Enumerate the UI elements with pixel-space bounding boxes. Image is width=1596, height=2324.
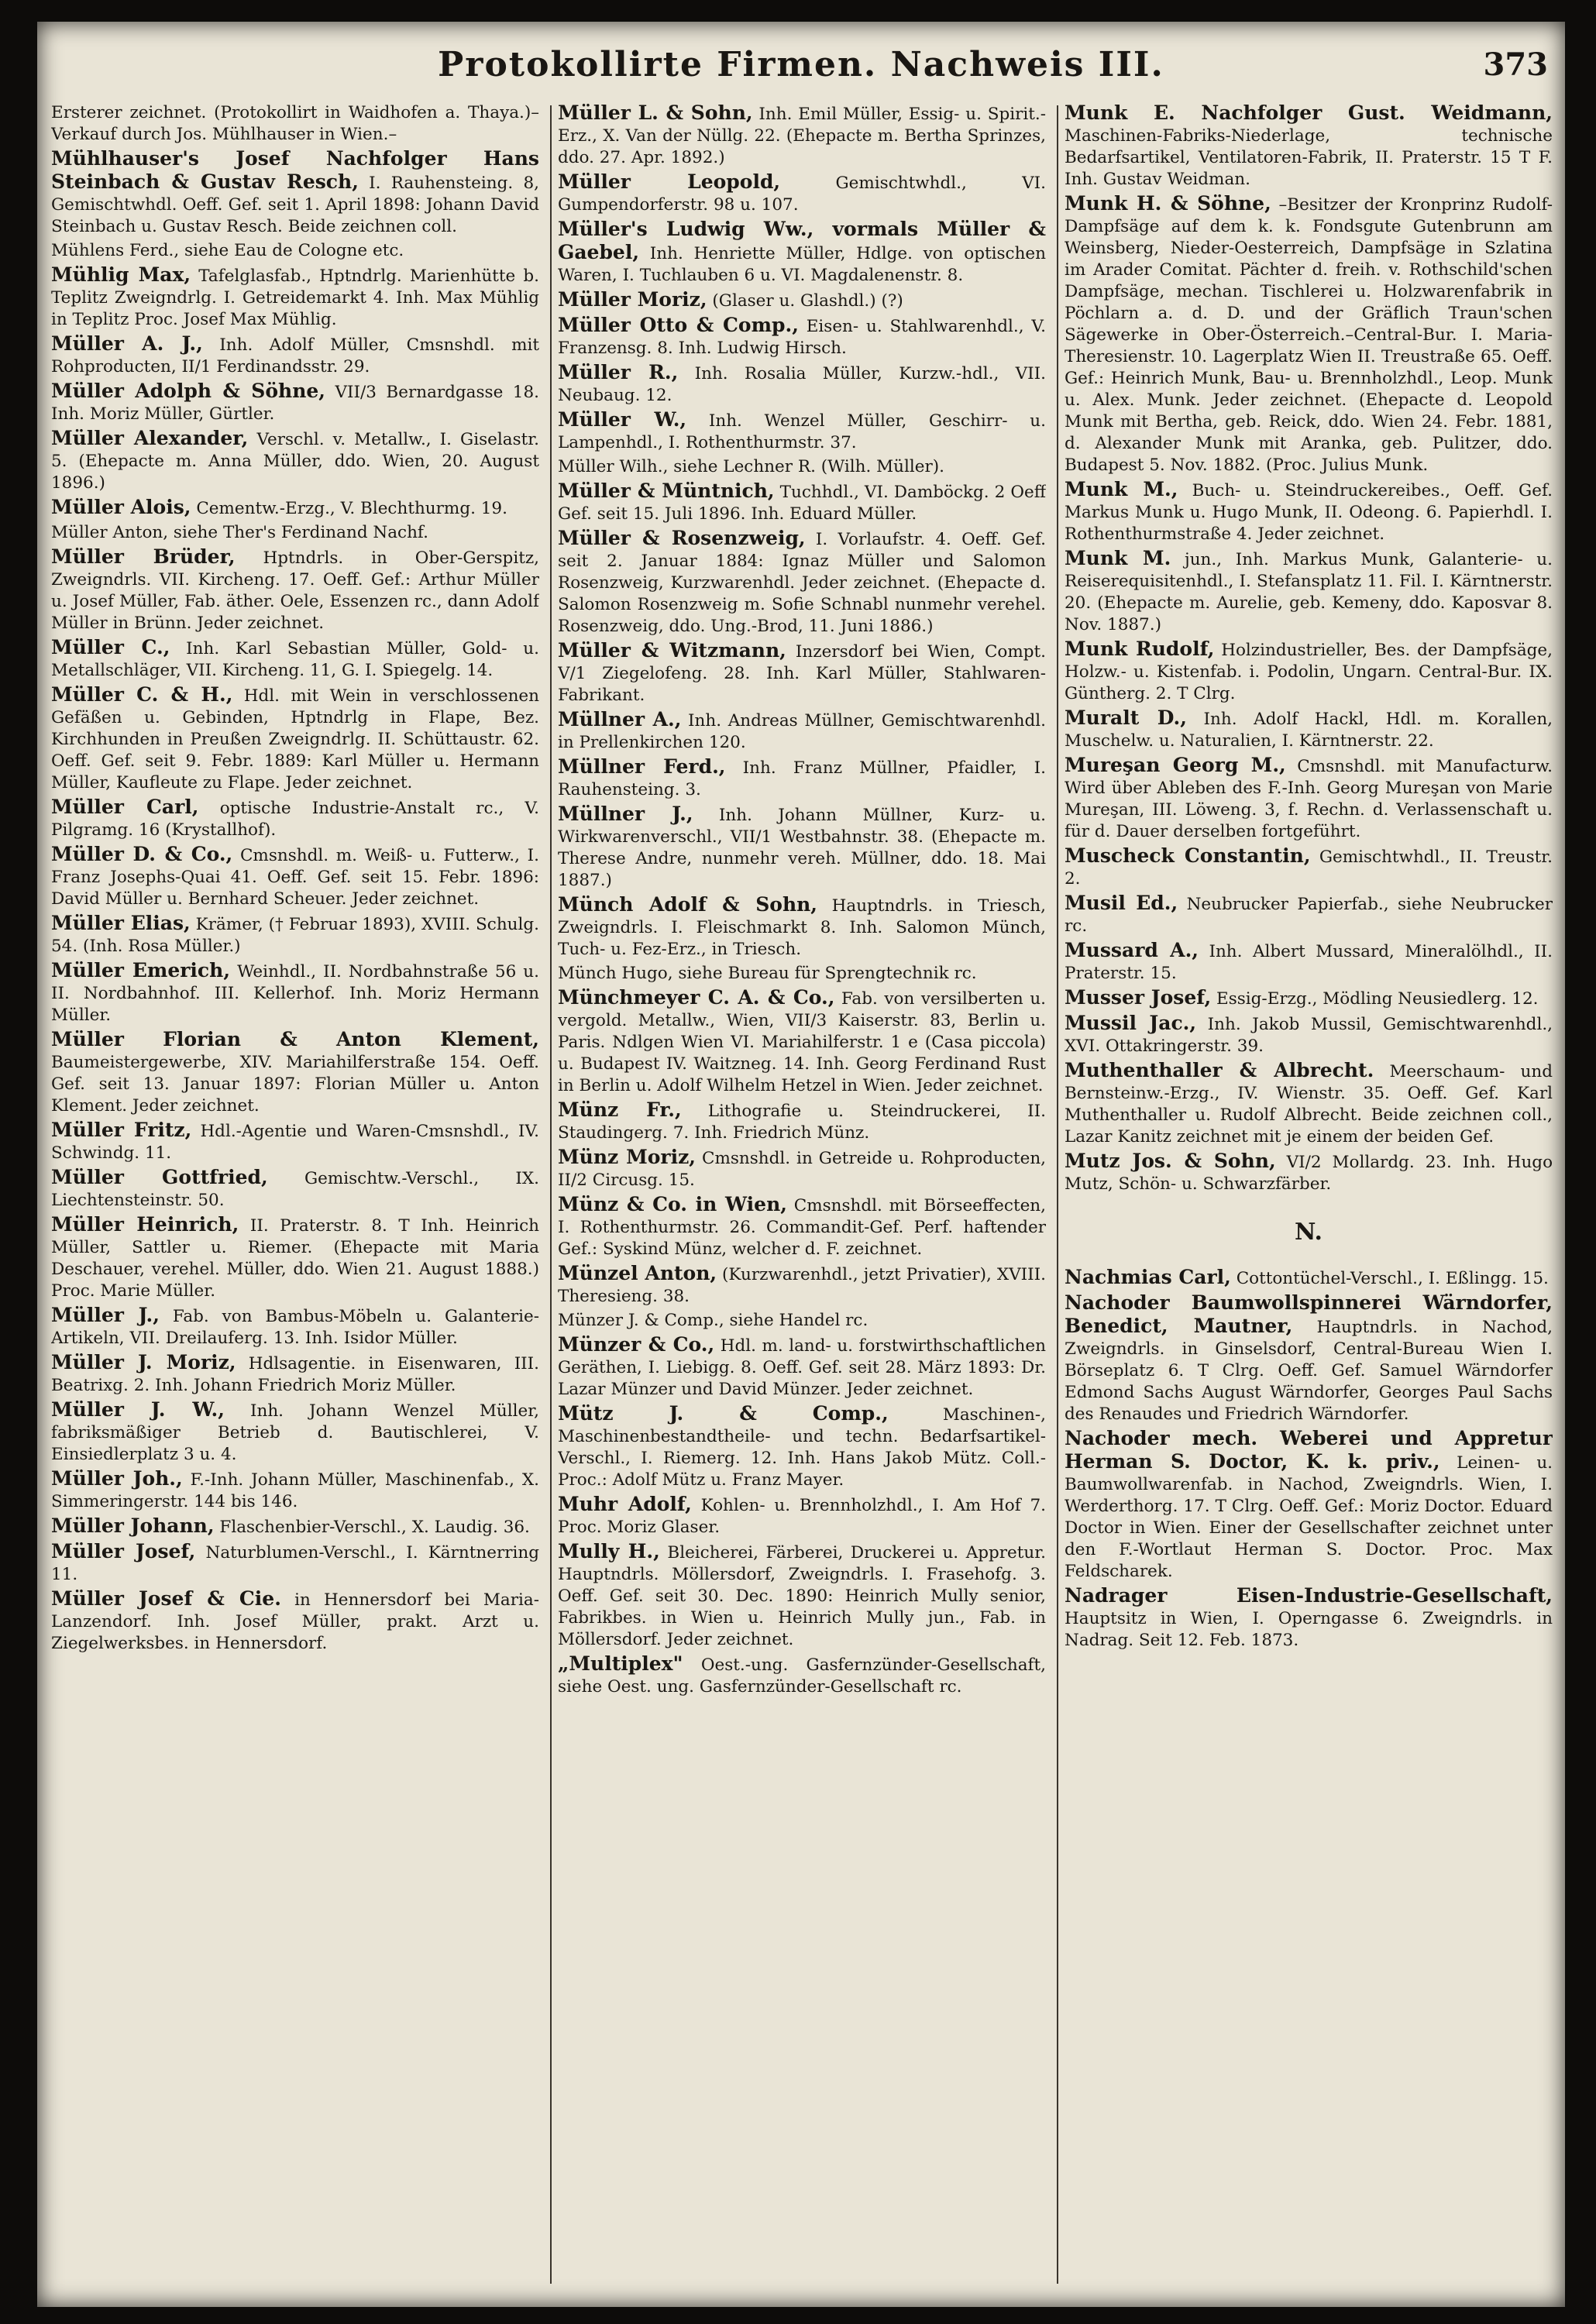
- entry-text: Inh. Henriette Müller, Hdlge. von optischen Waren, I. Tuchlauben 6 u. VI. Magdalenenstr. 8.: [558, 244, 1046, 285]
- firm-name: Müller Fritz,: [51, 1119, 192, 1141]
- firm-name: Mussil Jac.,: [1065, 1012, 1197, 1034]
- directory-entry: [558, 963, 1046, 985]
- entry-text: Inh. Jakob Mussil, Gemischtwarenhdl., XVI. Ottakringerstr. 39.: [1065, 1015, 1553, 1056]
- directory-entry: [558, 1653, 1046, 1698]
- directory-entry: [558, 480, 1046, 525]
- column-divider: [1057, 105, 1058, 2284]
- firm-name: „Multiplex": [558, 1652, 683, 1675]
- entry-text: Gemischtwhdl., VI. Gumpendorferstr. 98 u. 107.: [558, 174, 1046, 215]
- directory-entry: [558, 1541, 1046, 1651]
- directory-entry: [51, 264, 539, 331]
- column-2: [558, 102, 1046, 2291]
- firm-name: Münz Fr.,: [558, 1098, 682, 1121]
- firm-name: Muralt D.,: [1065, 706, 1187, 729]
- entry-text: Gemischtw.-Verschl., IX. Liechtensteinstr. 50.: [51, 1169, 539, 1210]
- directory-entry: [1065, 1060, 1553, 1148]
- firm-name: Münch Adolf & Sohn,: [558, 893, 818, 916]
- entry-text: Hauptndrls. in Triesch, Zweigndrls. I. Fleischmarkt 8. Inh. Salomon Münch, Tuch- u. Fez-Erz., in Triesch.: [558, 896, 1046, 959]
- firm-name: Müller C.,: [51, 636, 170, 658]
- firm-name: Müllner A.,: [558, 708, 682, 731]
- directory-entry: [558, 709, 1046, 754]
- firm-name: Müller C. & H.,: [51, 683, 233, 706]
- directory-entry: [558, 315, 1046, 359]
- directory-page: [37, 22, 1565, 2307]
- firm-name: Müller Otto & Comp.,: [558, 314, 799, 336]
- entry-text: Inh. Emil Müller, Essig- u. Spirit.-Erz., X. Van der Nüllg. 22. (Ehepacte m. Bertha Sprinzes, ddo. 27. Apr. 1892.): [558, 105, 1046, 167]
- firm-name: Müller W.,: [558, 408, 687, 431]
- firm-name: Nadrager Eisen-Industrie-Gesellschaft,: [1065, 1584, 1553, 1607]
- directory-entry: [558, 1494, 1046, 1538]
- firm-name: Müller Emerich,: [51, 959, 231, 982]
- entry-text: Oest.-ung. Gasfernzünder-Gesellschaft, siehe Oest. ung. Gasfernzünder-Gesellschaft rc.: [558, 1655, 1046, 1697]
- firm-name: Mureşan Georg M.,: [1065, 754, 1286, 776]
- entry-text: Müller Anton, siehe Ther's Ferdinand Nachf.: [51, 523, 428, 542]
- directory-entry: [558, 218, 1046, 287]
- directory-entry: [1065, 755, 1553, 843]
- firm-name: Müller Gottfried,: [51, 1166, 268, 1188]
- directory-entry: [1065, 1150, 1553, 1195]
- firm-name: Müller Florian & Anton Klement,: [51, 1028, 539, 1050]
- entry-text: Meerschaum- und Bernsteinw.-Erzg., IV. Wienstr. 35. Oeff. Gef. Karl Muthenthaller u. Rudolf Albrecht. Beide zeichnen coll., Lazar Kanitz zeichnet mit je einem der beiden Gef.: [1065, 1062, 1553, 1147]
- firm-name: Müller Adolph & Söhne,: [51, 380, 325, 402]
- column-divider: [550, 105, 552, 2284]
- entry-text: Naturblumen-Verschl., I. Kärntnerring 11.: [51, 1543, 539, 1584]
- directory-entry: [51, 844, 539, 910]
- entry-text: Holzindustrieller, Bes. der Dampfsäge, Holzw.- u. Kistenfab. i. Podolin, Ungarn. Central-Bur. IX. Güntherg. 2. T Clrg.: [1065, 641, 1553, 703]
- directory-entry: [1065, 638, 1553, 705]
- firm-name: Müllner J.,: [558, 803, 693, 825]
- entry-text: Lithografie u. Steindruckerei, II. Staudingerg. 7. Inh. Friedrich Münz.: [558, 1102, 1046, 1143]
- entry-text: Cmsnshdl. in Getreide u. Rohproducten, II/2 Circusg. 15.: [558, 1149, 1046, 1190]
- entry-text: Bleicherei, Färberei, Druckerei u. Appretur. Hauptndrls. Möllersdorf, Zweigndrls. I. Frasehofg. 3. Oeff. Gef. seit 30. Dec. 1890: Heinrich Mully senior, Fabrikbes. in Wien u. Heinrich Mully jun., Fab. in Möllersdorf. Jeder zeichnet.: [558, 1543, 1046, 1649]
- directory-entry: [1065, 845, 1553, 890]
- entry-text: I. Vorlaufstr. 4. Oeff. Gef. seit 2. Januar 1884: Ignaz Müller und Salomon Rosenzweig, Kurzwarenhdl. Jeder zeichnet. (Ehepacte d. Salomon Rosenzweig m. Sofie Schnabl nunmehr verehel. Rosenzweig, ddo. Ung.-Brod, 11. Juni 1886.): [558, 530, 1046, 636]
- directory-entry: [51, 960, 539, 1026]
- directory-entry: [1065, 102, 1553, 191]
- directory-entry: [1065, 1585, 1553, 1652]
- firm-name: Muthenthaller & Albrecht.: [1065, 1059, 1374, 1081]
- directory-entry: [51, 380, 539, 425]
- entry-text: Inh. Franz Müllner, Pfaidler, I. Rauhensteing. 3.: [558, 758, 1046, 799]
- directory-entry: [51, 102, 539, 146]
- firm-name: Müller Elias,: [51, 912, 191, 934]
- entry-text: Essig-Erzg., Mödling Neusiedlerg. 12.: [1216, 989, 1539, 1009]
- entry-text: Inh. Albert Mussard, Mineralölhdl., II. Praterstr. 15.: [1065, 942, 1553, 983]
- directory-entry: [558, 640, 1046, 706]
- entry-text: Verschl. v. Metallw., I. Giselastr. 5. (Ehepacte m. Anna Müller, ddo. Wien, 20. August 1896.): [51, 430, 539, 493]
- directory-entry: [558, 456, 1046, 478]
- entry-text: Ersterer zeichnet. (Protokollirt in Waidhofen a. Thaya.)–Verkauf durch Jos. Mühlhauser in Wien.–: [51, 103, 539, 144]
- directory-entry: [51, 1214, 539, 1302]
- directory-entry: [51, 1352, 539, 1397]
- firm-name: Müller R.,: [558, 361, 679, 383]
- firm-name: Munk H. & Söhne,: [1065, 192, 1271, 215]
- directory-entry: [1065, 940, 1553, 985]
- directory-entry: [558, 1263, 1046, 1308]
- directory-entry: [1065, 1428, 1553, 1583]
- directory-entry: [51, 1399, 539, 1466]
- firm-name: Müller Brüder,: [51, 545, 236, 568]
- entry-text: Hdl. mit Wein in verschlossenen Gefäßen u. Gebinden, Hptndrlg in Flape, Bez. Kirchhunden in Preußen Zweigndrlg. II. Schüttaustr. 62. Oeff. Gef. seit 9. Febr. 1889: Karl Müller u. Hermann Müller, Kaufleute zu Flape. Jeder zeichnet.: [51, 686, 539, 792]
- entry-text: F.-Inh. Johann Müller, Maschinenfab., X. Simmeringerstr. 144 bis 146.: [51, 1470, 539, 1511]
- entry-text: Krämer, († Februar 1893), XVIII. Schulg. 54. (Inh. Rosa Müller.): [51, 915, 539, 956]
- column-1: [51, 102, 539, 2291]
- firm-name: Münchmeyer C. A. & Co.,: [558, 986, 835, 1009]
- entry-text: Inh. Karl Sebastian Müller, Gold- u. Metallschläger, VII. Kircheng. 11, G. I. Spiegelg. 14.: [51, 639, 539, 680]
- directory-entry: [558, 171, 1046, 216]
- entry-text: VI/2 Mollardg. 23. Inh. Hugo Mutz, Schön- u. Schwarzfärber.: [1065, 1153, 1553, 1194]
- firm-name: Müller J. W.,: [51, 1398, 225, 1421]
- entry-text: Tuchhdl., VI. Damböckg. 2 Oeff Gef. seit 15. Juli 1896. Inh. Eduard Müller.: [558, 483, 1046, 524]
- entry-text: (Kurzwarenhdl., jetzt Privatier), XVIII. Theresieng. 38.: [558, 1265, 1046, 1306]
- firm-name: Munk M.,: [1065, 478, 1178, 500]
- directory-entry: [558, 803, 1046, 892]
- entry-text: in Hennersdorf bei Maria-Lanzendorf. Inh. Josef Müller, prakt. Arzt u. Ziegelwerksbes. in Hennersdorf.: [51, 1590, 539, 1653]
- firm-name: Müller A. J.,: [51, 332, 203, 355]
- firm-name: Müller Alexander,: [51, 427, 249, 449]
- firm-name: Muhr Adolf,: [558, 1493, 692, 1515]
- entry-text: Tafelglasfab., Hptndrlg. Marienhütte b. Teplitz Zweigndrlg. I. Getreidemarkt 4. Inh. Max Mühlig in Teplitz Proc. Josef Max Mühlig.: [51, 266, 539, 329]
- entry-text: II. Praterstr. 8. T Inh. Heinrich Müller, Sattler u. Riemer. (Ehepacte mit Maria Deschauer, verehel. Müller, ddo. Wien 21. August 1888.) Proc. Marie Müller.: [51, 1216, 539, 1301]
- directory-entry: [51, 497, 539, 520]
- page-number: 373: [1483, 46, 1548, 83]
- firm-name: Müller Alois,: [51, 496, 191, 518]
- entry-text: Fab. von Bambus-Möbeln u. Galanterie-Artikeln, VII. Dreilauferg. 13. Inh. Isidor Müller.: [51, 1307, 539, 1348]
- page-title: Protokollirte Firmen. Nachweis III.: [438, 45, 1164, 84]
- directory-entry: [1065, 1292, 1553, 1425]
- directory-entry: [558, 987, 1046, 1097]
- entry-text: Mühlens Ferd., siehe Eau de Cologne etc.: [51, 241, 404, 260]
- firm-name: Müller's Ludwig Ww., vormals Müller & Gaebel,: [558, 218, 1046, 263]
- entry-text: Cottontüchel-Verschl., I. Eßlingg. 15.: [1236, 1269, 1549, 1288]
- directory-entry: [51, 684, 539, 794]
- column-3: [1065, 102, 1553, 2291]
- directory-entry: [51, 1588, 539, 1655]
- firm-name: Müller Josef & Cie.: [51, 1587, 281, 1610]
- firm-name: Nachoder mech. Weberei und Appretur Herman S. Doctor, K. k. priv.,: [1065, 1427, 1553, 1473]
- firm-name: Muscheck Constantin,: [1065, 844, 1311, 867]
- entry-text: Cmsnshdl. m. Weiß- u. Futterw., I. Franz Josephs-Quai 41. Oeff. Gef. seit 15. Febr. 1896: David Müller u. Bernhard Scheuer. Jeder zeichnet.: [51, 846, 539, 909]
- entry-text: Inh. Rosalia Müller, Kurzw.-hdl., VII. Neubaug. 12.: [558, 364, 1046, 405]
- directory-entry: [1065, 892, 1553, 937]
- directory-entry: [558, 1147, 1046, 1191]
- firm-name: Mussard A.,: [1065, 939, 1199, 961]
- directory-entry: [1065, 707, 1553, 752]
- entry-text: Maschinen-Fabriks-Niederlage, technische Bedarfsartikel, Ventilatoren-Fabrik, II. Praterstr. 15 T F. Inh. Gustav Weidman.: [1065, 126, 1553, 189]
- directory-entry: [51, 1515, 539, 1538]
- firm-name: Müller Leopold,: [558, 170, 781, 193]
- entry-text: Baumeistergewerbe, XIV. Mariahilferstraße 154. Oeff. Gef. seit 13. Januar 1897: Florian Müller u. Anton Klement. Jeder zeichnet.: [51, 1053, 539, 1116]
- entry-text: Maschinen-, Maschinenbestandtheile- und techn. Bedarfsartikel-Verschl., I. Riemerg. 12. Inh. Hans Jakob Mütz. Coll.-Proc.: Adolf Mütz u. Franz Mayer.: [558, 1405, 1046, 1490]
- directory-entry: [51, 546, 539, 634]
- firm-name: Müller Moriz,: [558, 288, 707, 311]
- directory-entry: [51, 1305, 539, 1349]
- entry-text: Inh. Adolf Hackl, Hdl. m. Korallen, Muschelw. u. Naturalien, I. Kärntnerstr. 22.: [1065, 710, 1553, 751]
- firm-name: Müller J. Moriz,: [51, 1351, 236, 1373]
- directory-entry: [51, 1029, 539, 1117]
- directory-entry: [1065, 193, 1553, 476]
- firm-name: Müller D. & Co.,: [51, 843, 233, 865]
- entry-text: Buch- u. Steindruckereibes., Oeff. Gef. Markus Munk u. Hugo Munk, II. Odeong. 6. Papierhdl. I. Rothenthurmstraße 4. Jeder zeichnet.: [1065, 481, 1553, 544]
- entry-text: I. Rauhensteing. 8, Gemischtwhdl. Oeff. Gef. seit 1. April 1898: Johann David Steinbach u. Gustav Resch. Beide zeichnen coll.: [51, 174, 539, 236]
- firm-name: Münz Moriz,: [558, 1146, 696, 1168]
- entry-text: Inh. Johann Müllner, Kurz- u. Wirkwarenverschl., VII/1 Westbahnstr. 38. (Ehepacte m. Therese Andre, nunmehr vereh. Müllner, ddo. 18. Mai 1887.): [558, 806, 1046, 890]
- entry-text: Neubrucker Papierfab., siehe Neubrucker rc.: [1065, 895, 1553, 936]
- entry-text: Cementw.-Erzg., V. Blechthurmg. 19.: [196, 499, 507, 518]
- entry-text: Weinhdl., II. Nordbahnstraße 56 u. II. Nordbahnhof. III. Kellerhof. Inh. Moriz Hermann Müller.: [51, 962, 539, 1025]
- directory-entry: [51, 913, 539, 957]
- directory-entry: [1065, 987, 1553, 1010]
- entry-text: optische Industrie-Anstalt rc., V. Pilgramg. 16 (Krystallhof).: [51, 799, 539, 840]
- directory-entry: [1065, 479, 1553, 545]
- directory-entry: [51, 796, 539, 841]
- directory-entry: [558, 894, 1046, 961]
- directory-entry: [51, 522, 539, 544]
- firm-name: Mully H.,: [558, 1540, 660, 1563]
- firm-name: Munk E. Nachfolger Gust. Weidmann,: [1065, 102, 1553, 124]
- firm-name: Müllner Ferd.,: [558, 755, 726, 778]
- directory-entry: [51, 1167, 539, 1212]
- directory-entry: [51, 1119, 539, 1164]
- section-heading: N.: [1295, 1219, 1323, 1246]
- firm-name: Müller Johann,: [51, 1514, 215, 1537]
- entry-text: Hauptsitz in Wien, I. Operngasse 6. Zweigndrls. in Nadrag. Seit 12. Feb. 1873.: [1065, 1609, 1553, 1650]
- firm-name: Nachoder Baumwollspinnerei Wärndorfer, Benedict, Mautner,: [1065, 1291, 1553, 1337]
- entry-text: Gemischtwhdl., II. Treustr. 2.: [1065, 847, 1553, 889]
- entry-text: Müller Wilh., siehe Lechner R. (Wilh. Müller).: [558, 457, 944, 476]
- directory-entry: [558, 1099, 1046, 1144]
- entry-text: VII/3 Bernardgasse 18. Inh. Moriz Müller, Gürtler.: [51, 383, 539, 424]
- directory-entry: [558, 1194, 1046, 1260]
- directory-entry: [51, 1468, 539, 1513]
- entry-text: Kohlen- u. Brennholzhdl., I. Am Hof 7. Proc. Moriz Glaser.: [558, 1496, 1046, 1537]
- directory-entry: [1065, 1012, 1553, 1057]
- firm-name: Müller Joh.,: [51, 1467, 183, 1490]
- firm-name: Müller J.,: [51, 1304, 160, 1326]
- directory-entry: [558, 409, 1046, 454]
- directory-entry: [558, 1403, 1046, 1491]
- firm-name: Müller Carl,: [51, 796, 199, 818]
- entry-text: Flaschenbier-Verschl., X. Laudig. 36.: [219, 1518, 530, 1537]
- columns: [51, 102, 1551, 2291]
- directory-entry: [558, 102, 1046, 169]
- entry-text: Hdlsagentie. in Eisenwaren, III. Beatrixg. 2. Inh. Johann Friedrich Moriz Müller.: [51, 1354, 539, 1395]
- firm-name: Mütz J. & Comp.,: [558, 1402, 889, 1425]
- entry-text: Inzersdorf bei Wien, Compt. V/1 Ziegelofeng. 28. Inh. Karl Müller, Stahlwaren-Fabrikant.: [558, 642, 1046, 705]
- directory-entry: [558, 362, 1046, 407]
- directory-entry: [1065, 548, 1553, 636]
- firm-name: Musser Josef,: [1065, 986, 1212, 1009]
- entry-text: Leinen- u. Baumwollwarenfab. in Nachod, Zweigndrls. Wien, I. Werderthorg. 17. T Clrg. Oeff. Gef.: Moriz Doctor. Eduard Doctor in Wien. Einer der Gesellschafter zeichnet unter den F.-Wortlaut Herman S. Doctor. Proc. Max Feldscharek.: [1065, 1453, 1553, 1581]
- directory-entry: [51, 240, 539, 262]
- directory-entry: [51, 1541, 539, 1586]
- entry-text: Hdl.-Agentie und Waren-Cmsnshdl., IV. Schwindg. 11.: [51, 1122, 539, 1163]
- firm-name: Mühlig Max,: [51, 263, 191, 286]
- entry-text: Münzer J. & Comp., siehe Handel rc.: [558, 1311, 869, 1330]
- firm-name: Müller L. & Sohn,: [558, 102, 753, 124]
- firm-name: Münzer & Co.,: [558, 1333, 715, 1356]
- firm-name: Musil Ed.,: [1065, 892, 1178, 914]
- entry-text: Inh. Wenzel Müller, Geschirr- u. Lampenhdl., I. Rothenthurmstr. 37.: [558, 411, 1046, 452]
- firm-name: Münzel Anton,: [558, 1262, 717, 1284]
- directory-entry: [51, 637, 539, 682]
- directory-entry: [558, 528, 1046, 638]
- entry-text: Münch Hugo, siehe Bureau für Sprengtechnik rc.: [558, 964, 977, 983]
- entry-text: Hauptndrls. in Nachod, Zweigndrls. in Ginselsdorf, Central-Bureau Wien I. Börseplatz 6. T Clrg. Oeff. Gef. Samuel Wärndorfer Edmond Sachs August Wärndorfer, Georges Paul Sachs des Renaudes und Friedrich Wärndorfer.: [1065, 1318, 1553, 1424]
- entry-text: Inh. Adolf Müller, Cmsnshdl. mit Rohproducten, II/1 Ferdinandsstr. 29.: [51, 335, 539, 376]
- firm-name: Müller & Witzmann,: [558, 639, 786, 662]
- entry-text: Hdl. m. land- u. forstwirthschaftlichen Geräthen, I. Liebigg. 8. Oeff. Gef. seit 28. März 1893: Dr. Lazar Münzer und David Münzer. Jeder zeichnet.: [558, 1336, 1046, 1399]
- page-header: [37, 29, 1565, 99]
- entry-text: Hptndrls. in Ober-Gerspitz, Zweigndrls. VII. Kircheng. 17. Oeff. Gef.: Arthur Müller u. Josef Müller, Fab. äther. Oele, Essenzen rc., dann Adolf Müller in Brünn. Jeder zeichnet.: [51, 548, 539, 633]
- directory-entry: [558, 756, 1046, 801]
- entry-text: Fab. von versilberten u. vergold. Metallw., Wien, VII/3 Kaiserstr. 83, Berlin u. Paris. Ndlgen Wien VI. Mariahilferstr. 1 e (Casa piccola) u. Budapest IV. Waitzneg. 14. Inh. Georg Ferdinand Rust in Berlin u. Adolf Wilhelm Hetzel in Wien. Jeder zeichnet.: [558, 989, 1046, 1095]
- entry-text: Inh. Andreas Müllner, Gemischtwarenhdl. in Prellenkirchen 120.: [558, 711, 1046, 752]
- firm-name: Nachmias Carl,: [1065, 1266, 1231, 1288]
- directory-entry: [558, 1334, 1046, 1401]
- entry-text: Eisen- u. Stahlwarenhdl., V. Franzensg. 8. Inh. Ludwig Hirsch.: [558, 317, 1046, 358]
- entry-text: (Glaser u. Glashdl.) (?): [712, 291, 903, 311]
- entry-text: –Besitzer der Kronprinz Rudolf-Dampfsäge auf dem k. k. Fondsgute Gutenbrunn am Weinsberg, Nieder-Oesterreich, Dampfsäge in Szlatina im Arader Comitat. Pächter d. freih. v. Rothschild'schen Dampfsäge, mechan. Tischlerei u. Holzwarenfabrik in Pöchlarn a. d. D. und der Gräflich Traun'schen Sägewerke in Ober-Österreich.–Central-Bur. I. Maria-Theresienstr. 10. Lagerplatz Wien II. Treustraße 65. Oeff. Gef.: Heinrich Munk, Bau- u. Brennholzhdl., Leop. Munk u. Alex. Munk. Jeder zeichnet. (Ehepacte d. Leopold Munk mit Bertha, geb. Reick, ddo. Wien 24. Febr. 1881, d. Alexander Munk mit Aranka, geb. Pulitzer, ddo. Budapest 5. Nov. 1882. (Proc. Julius Munk.: [1065, 195, 1553, 475]
- directory-entry: [558, 289, 1046, 312]
- entry-text: Cmsnshdl. mit Börseeffecten, I. Rothenthurmstr. 26. Commandit-Gef. Perf. haftender Gef.: Syskind Münz, welcher d. F. zeichnet.: [558, 1196, 1046, 1259]
- directory-entry: [558, 1310, 1046, 1332]
- directory-entry: [51, 333, 539, 378]
- entry-text: Cmsnshdl. mit Manufacturw. Wird über Ableben des F.-Inh. Georg Mureşan von Marie Mureşan, III. Löweng. 3, f. Rechn. d. Verlassenschaft u. für d. Dauer derselben fortgeführt.: [1065, 757, 1553, 841]
- directory-entry: [51, 428, 539, 494]
- firm-name: Müller Heinrich,: [51, 1213, 239, 1236]
- firm-name: Munk Rudolf,: [1065, 638, 1215, 660]
- firm-name: Müller & Rosenzweig,: [558, 527, 806, 549]
- firm-name: Münz & Co. in Wien,: [558, 1193, 787, 1215]
- firm-name: Mühlhauser's Josef Nachfolger Hans Steinbach & Gustav Resch,: [51, 147, 539, 193]
- firm-name: Müller Josef,: [51, 1540, 196, 1563]
- entry-text: Inh. Johann Wenzel Müller, fabriksmäßiger Betrieb d. Bautischlerei, V. Einsiedlerplatz 3 u. 4.: [51, 1401, 539, 1464]
- directory-entry: [51, 148, 539, 238]
- directory-entry: [1065, 1267, 1553, 1290]
- firm-name: Mutz Jos. & Sohn,: [1065, 1150, 1276, 1172]
- firm-name: Müller & Müntnich,: [558, 480, 775, 502]
- firm-name: Munk M.: [1065, 547, 1171, 569]
- entry-text: jun., Inh. Markus Munk, Galanterie- u. Reiserequisitenhdl., I. Stefansplatz 11. Fil. I. Kärntnerstr. 20. (Ehepacte m. Aurelie, geb. Kemeny, ddo. Kaposvar 8. Nov. 1887.): [1065, 550, 1553, 634]
